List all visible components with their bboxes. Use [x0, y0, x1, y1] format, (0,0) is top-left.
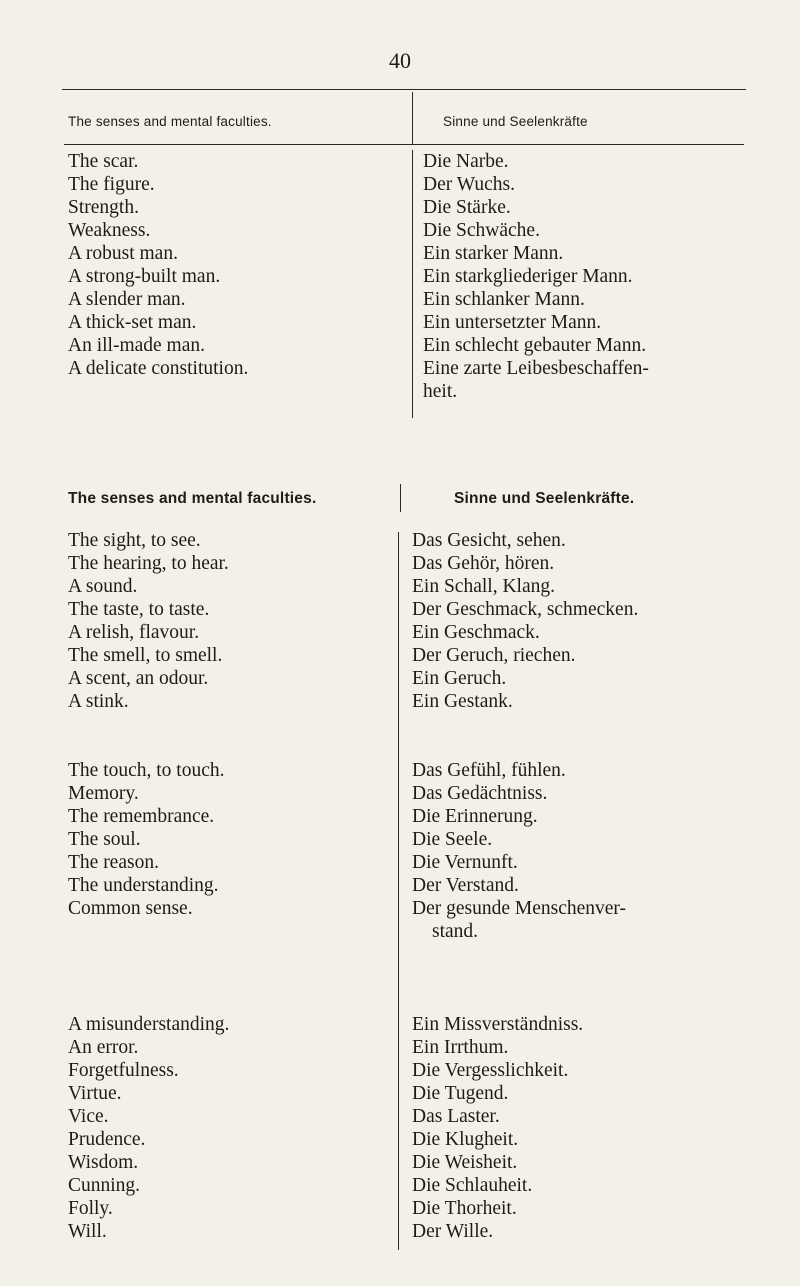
header-bottom-rule [64, 144, 744, 145]
list-item [68, 1105, 388, 1128]
english-term: A stink. [68, 691, 129, 712]
list-item [68, 196, 398, 219]
list-item [68, 1059, 388, 1082]
list-item [412, 782, 782, 805]
english-term: The scar. [68, 151, 139, 172]
list-item [423, 265, 773, 288]
list-item [68, 575, 388, 598]
list-item [412, 897, 782, 943]
english-term: The reason. [68, 852, 159, 873]
german-term: Die Schlauheit. [412, 1175, 533, 1196]
header-top-rule [62, 89, 746, 90]
list-item [68, 1151, 388, 1174]
list-item [412, 1197, 782, 1220]
section1-english-column [68, 150, 398, 380]
german-term [423, 357, 649, 403]
list-item [68, 334, 398, 357]
list-item [423, 334, 773, 357]
header-right-label: Sinne und Seelenkräfte [443, 114, 588, 129]
list-item [68, 690, 388, 713]
german-term: Das Gedächtniss. [412, 783, 548, 804]
english-term: The touch, to touch. [68, 760, 225, 781]
senses-german-column [412, 529, 782, 713]
english-term: The figure. [68, 174, 155, 195]
list-item [412, 552, 782, 575]
header-column-divider [412, 92, 413, 144]
german-term: Die Klugheit. [412, 1129, 519, 1150]
list-item [68, 598, 388, 621]
german-term: Die Vergesslichkeit. [412, 1060, 569, 1081]
list-item [423, 196, 773, 219]
list-item [68, 552, 388, 575]
german-term: Ein Geschmack. [412, 622, 540, 643]
english-term: Wisdom. [68, 1152, 139, 1173]
list-item [412, 575, 782, 598]
german-term-line2: stand. [432, 921, 479, 942]
list-item [68, 1082, 388, 1105]
page-number: 40 [389, 48, 411, 73]
german-term: Ein Geruch. [412, 668, 507, 689]
german-term: Die Seele. [412, 829, 493, 850]
list-item [412, 1013, 782, 1036]
german-term: Ein Schall, Klang. [412, 576, 555, 597]
english-term: Forgetfulness. [68, 1060, 179, 1081]
list-item [68, 782, 388, 805]
german-term: Das Gehör, hören. [412, 553, 555, 574]
english-term: A strong-built man. [68, 266, 221, 287]
list-item [412, 1220, 782, 1243]
list-item [68, 288, 398, 311]
german-term: Die Weisheit. [412, 1152, 518, 1173]
list-item [68, 805, 388, 828]
section2-title-left: The senses and mental faculties. [68, 490, 317, 507]
section2-title-divider [400, 484, 401, 512]
english-term: A misunderstanding. [68, 1014, 230, 1035]
list-item [412, 1128, 782, 1151]
german-term [412, 897, 626, 943]
list-item [423, 219, 773, 242]
english-term: Will. [68, 1221, 107, 1242]
section1-german-column [423, 150, 773, 403]
list-item [412, 1105, 782, 1128]
english-term: The sight, to see. [68, 530, 201, 551]
list-item [68, 173, 398, 196]
german-term: Ein starker Mann. [423, 243, 564, 264]
list-item [412, 1059, 782, 1082]
english-term: A thick-set man. [68, 312, 197, 333]
english-term: The hearing, to hear. [68, 553, 229, 574]
english-term: Prudence. [68, 1129, 146, 1150]
list-item [412, 1036, 782, 1059]
english-term: Strength. [68, 197, 139, 218]
german-term: Der Wille. [412, 1221, 494, 1242]
german-term: Das Gefühl, fühlen. [412, 760, 566, 781]
list-item [68, 621, 388, 644]
german-term: Das Laster. [412, 1106, 500, 1127]
list-item [68, 828, 388, 851]
list-item [68, 1128, 388, 1151]
senses-english-column [68, 529, 388, 713]
english-term: Vice. [68, 1106, 109, 1127]
list-item [412, 621, 782, 644]
list-item [68, 1197, 388, 1220]
english-term: An error. [68, 1037, 139, 1058]
list-item [412, 667, 782, 690]
english-term: The remembrance. [68, 806, 215, 827]
list-item [68, 1013, 388, 1036]
list-item [68, 529, 388, 552]
list-item [412, 759, 782, 782]
list-item [423, 311, 773, 334]
list-item [68, 242, 398, 265]
list-item [423, 173, 773, 196]
list-item [68, 219, 398, 242]
list-item [68, 1036, 388, 1059]
list-item [68, 667, 388, 690]
german-term: Die Narbe. [423, 151, 509, 172]
german-term-line2: heit. [423, 381, 458, 402]
list-item [68, 851, 388, 874]
virtues-german-column [412, 1013, 782, 1243]
english-term: The smell, to smell. [68, 645, 223, 666]
english-term: Weakness. [68, 220, 151, 241]
section2-title-right: Sinne und Seelenkräfte. [454, 490, 635, 507]
list-item [412, 828, 782, 851]
english-term: The understanding. [68, 875, 219, 896]
german-term: Die Thorheit. [412, 1198, 517, 1219]
english-term: A slender man. [68, 289, 186, 310]
list-item [412, 690, 782, 713]
list-item [412, 851, 782, 874]
section2-column-divider [398, 532, 399, 1250]
german-term-line1: Der gesunde Menschenver- [412, 898, 627, 919]
german-term: Der Wuchs. [423, 174, 515, 195]
list-item [412, 1174, 782, 1197]
english-term: A robust man. [68, 243, 178, 264]
list-item [423, 357, 773, 403]
german-term: Die Erinnerung. [412, 806, 538, 827]
german-term: Ein schlecht gebauter Mann. [423, 335, 647, 356]
list-item [412, 1151, 782, 1174]
list-item [423, 288, 773, 311]
german-term: Ein Irrthum. [412, 1037, 509, 1058]
list-item [68, 897, 388, 920]
german-term: Ein Missverständniss. [412, 1014, 584, 1035]
list-item [68, 759, 388, 782]
faculties-english-column [68, 759, 388, 920]
english-term: A relish, flavour. [68, 622, 200, 643]
german-term: Ein schlanker Mann. [423, 289, 585, 310]
list-item [412, 874, 782, 897]
list-item [423, 150, 773, 173]
german-term: Der Geschmack, schmecken. [412, 599, 639, 620]
list-item [68, 150, 398, 173]
german-term: Die Vernunft. [412, 852, 518, 873]
list-item [412, 805, 782, 828]
list-item [68, 1220, 388, 1243]
german-term: Das Gesicht, sehen. [412, 530, 566, 551]
list-item [412, 529, 782, 552]
english-term: The taste, to taste. [68, 599, 210, 620]
german-term: Die Stärke. [423, 197, 511, 218]
german-term: Ein Gestank. [412, 691, 513, 712]
list-item [412, 644, 782, 667]
german-term: Die Schwäche. [423, 220, 540, 241]
english-term: Memory. [68, 783, 139, 804]
list-item [68, 1174, 388, 1197]
english-term: A scent, an odour. [68, 668, 209, 689]
english-term: Cunning. [68, 1175, 141, 1196]
english-term: Virtue. [68, 1083, 122, 1104]
german-term: Der Geruch, riechen. [412, 645, 576, 666]
list-item [68, 357, 398, 380]
section1-column-divider [412, 150, 413, 418]
english-term: The soul. [68, 829, 141, 850]
list-item [68, 874, 388, 897]
list-item [412, 1082, 782, 1105]
faculties-german-column [412, 759, 782, 943]
header-left-label: The senses and mental faculties. [68, 114, 272, 129]
list-item [423, 242, 773, 265]
german-term: Ein untersetzter Mann. [423, 312, 602, 333]
virtues-english-column [68, 1013, 388, 1243]
list-item [68, 265, 398, 288]
english-term: A delicate constitution. [68, 358, 249, 379]
list-item [68, 644, 388, 667]
german-term: Der Verstand. [412, 875, 519, 896]
english-term: Folly. [68, 1198, 113, 1219]
english-term: A sound. [68, 576, 138, 597]
english-term: Common sense. [68, 898, 193, 919]
list-item [412, 598, 782, 621]
german-term: Ein starkgliederiger Mann. [423, 266, 633, 287]
english-term: An ill-made man. [68, 335, 206, 356]
german-term-line1: Eine zarte Leibesbeschaffen- [423, 358, 649, 379]
list-item [68, 311, 398, 334]
german-term: Die Tugend. [412, 1083, 509, 1104]
